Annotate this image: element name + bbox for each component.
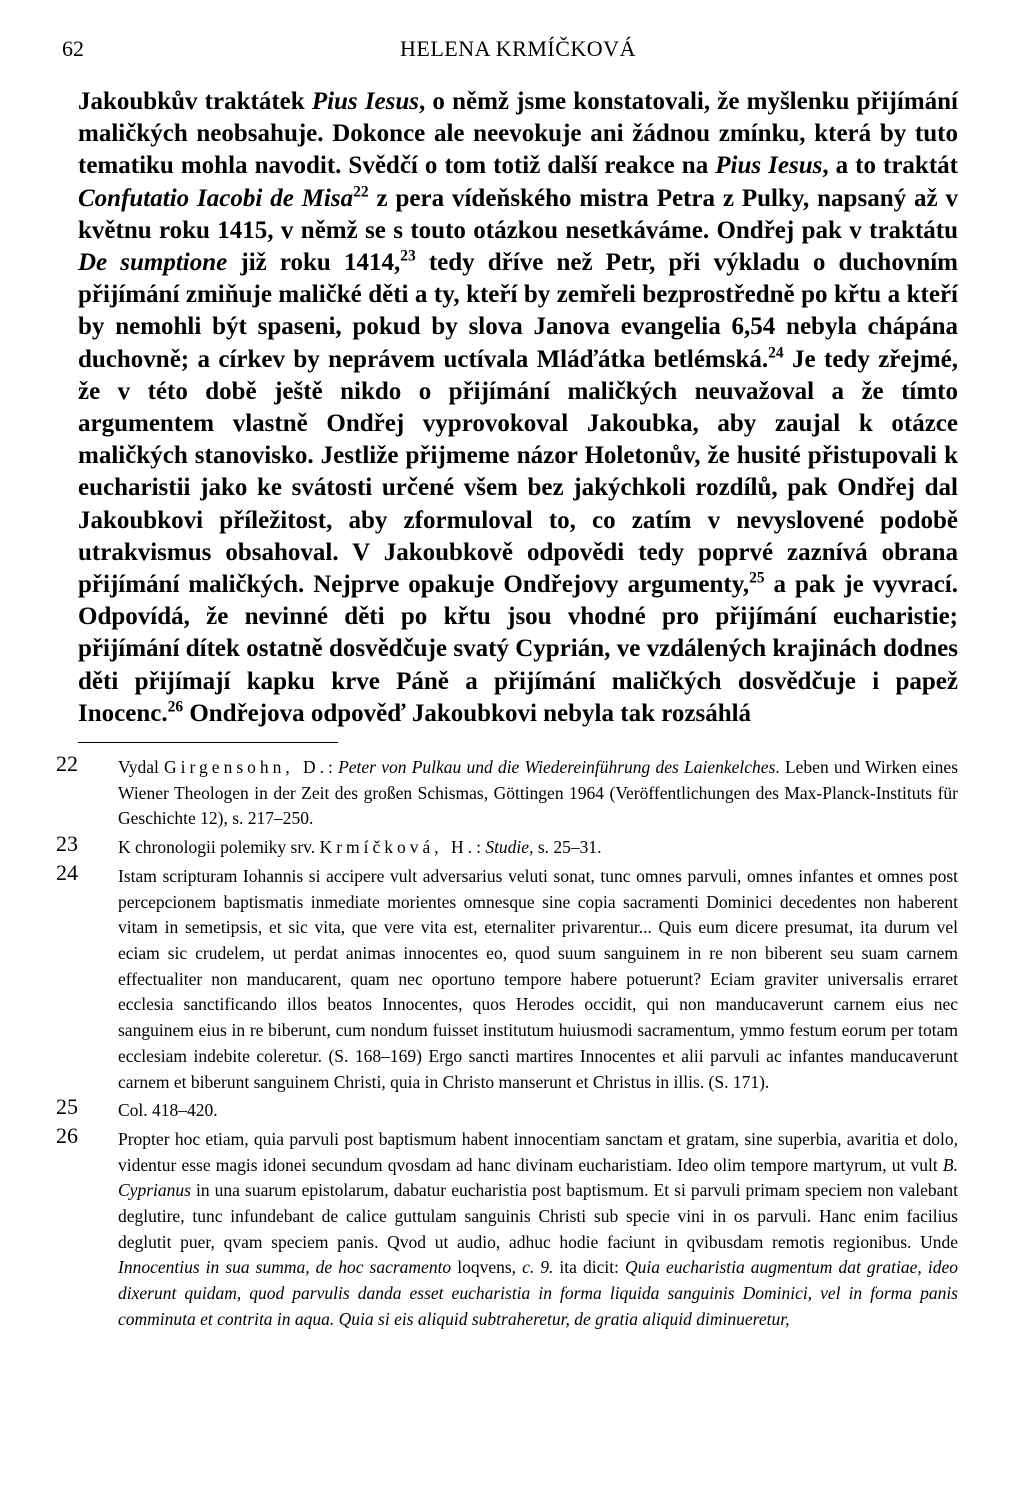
quotation: Quia eucharistia augmentum dat gratiae, ideo dixerunt quidam, quod parvulis danda esset eucharistia in forma liquida sanguinis Dominici, vel in forma panis comminuta et contrita in aqua. Quia si eis aliquid subtraheretur, de gratia aliquid diminueretur, — [118, 1257, 958, 1329]
work-title: Innocentius in sua summa, de hoc sacramento — [118, 1257, 452, 1278]
text-run: , s. 25–31. — [529, 837, 602, 858]
text-run: Ondřejova odpověď Jakoubkovi nebyla tak rozsáhlá — [183, 699, 752, 727]
page-number: 62 — [62, 36, 84, 61]
chapter-ref: c. 9. — [522, 1257, 554, 1278]
text-run: a pak je vyvrací. Odpovídá, že nevinné děti po křtu jsou vhodné pro přijímání eucharistie; přijímání dítek ostatně dosvědčuje svatý Cyprián, ve vzdálených krajinách dodnes děti přijímají kapku krve Páně a přijímání maličkých dosvědčuje i papež Inocenc. — [78, 571, 958, 727]
work-title: Peter von Pulkau und die Wiedereinführung des Laienkelches — [338, 757, 776, 778]
body-text — [78, 86, 958, 730]
footnote-ref-23[interactable]: 23 — [400, 247, 416, 265]
author-name: Krmíčková, H. — [319, 837, 477, 858]
text-run: Jakoubkův traktátek — [78, 88, 312, 115]
footnote-number: 25 — [56, 1094, 78, 1120]
text-run: loqvens, — [451, 1257, 523, 1278]
text-run: Vydal — [118, 757, 165, 778]
footnote-ref-25[interactable]: 25 — [749, 569, 765, 587]
work-title: Pius Iesus — [715, 152, 823, 180]
footnotes — [56, 751, 959, 1332]
body-paragraph — [78, 86, 958, 730]
footnote-text: Istam scripturam Iohannis si accipere vult adversarius veluti sonat, tunc omnes parvuli, omnes infantes et omnes post percepcionem baptismatis inmediate morientes omnesque sine copia sacramenti Dominici decedentes non haberent vitam in semetipsis, et sic vita, que vere vita est, eternaliter privarentur... Quis eum dicere presumat, ita durum vel eciam sic crudelem, ut perdat animas innocentes eo, quod suum sanguinem in re non biberent seu suam carnem effectualiter non manducarent, quam nec oportuno tempore habere potuerunt? Eciam graviter universalis erraret ecclesia sanctificando illos beatos Innocentes, quos Herodes occidit, qui non manducaverunt carnem eius nec sanguinem eius in re biberunt, cum nondum fuisset institutum huiusmodi sacramentum, ymmo festum eorum per totam ecclesiam indebite coleretur. (S. 168–169) Ergo sancti martires Innocentes et alii parvuli ac infantes manducaverunt carnem et biberunt sanguinem Christi, quia in Christo manserunt et Christus in illis. (S. 171). — [118, 865, 958, 1092]
footnote-ref-24[interactable]: 24 — [768, 344, 784, 362]
text-run: : — [328, 757, 339, 778]
text-run: in una suarum epistolarum, dabatur eucharistia post baptismum. Et si parvuli primam speciem non valebant deglutire, tunc infundebant de calice guttulam sanguinis Christi sub specie vini in os parvuli. Hanc enim facilius deglutit puer, qvam speciem panis. Qvod ut audio, adhuc hodie faciunt in qvibusdam remotis regionibus. Unde — [118, 1180, 958, 1252]
work-title: De sumptione — [78, 249, 228, 277]
text-run: . Leben und Wirken eines Wiener Theologen in der Zeit des großen Schismas, Göttingen 1964 (Veröffentlichungen des Max-Planck-Instituts für Geschichte 12), s. 217–250. — [118, 757, 959, 829]
work-title: Pius Iesus — [311, 88, 420, 115]
text-run: ita dicit: — [553, 1257, 625, 1278]
footnote-rule — [78, 742, 338, 743]
text-run: , o němž jsme konstatovali, že myšlenku přijímání maličkých neobsahuje. Dokonce ale neevokuje ani žádnou zmínku, která by tuto tematiku mohla navodit. Svědčí o tom totiž další reakce na — [78, 88, 958, 180]
text-run: Propter hoc etiam, quia parvuli post baptismum habent innocentiam sanctam et gratam, sine superbia, avaritia et dolo, videntur esse magis idonei secundum qvosdam ad hanc divinam eucharistiam. Ideo olim tempore martyrum, ut vult — [118, 1128, 958, 1175]
text-run: z pera vídeňského mistra Petra z Pulky, napsaný až v květnu roku 1415, v němž se s touto otázkou nesetkáváme. Ondřej pak v traktátu — [78, 184, 958, 244]
text-run: tedy dříve než Petr, při výkladu o duchovním přijímání zmiňuje maličké děti a ty, kteří by zemřeli bezprostředně po křtu a kteří by nemohli být spaseni, pokud by slova Janova evangelia 6,54 nebyla chápána duchovně; a církev by neprávem uctívala Mláďátka betlémská. — [78, 249, 958, 373]
author-name: B. Cyprianus — [118, 1154, 958, 1201]
footnote-ref-22[interactable]: 22 — [353, 183, 369, 201]
footnote-number: 22 — [56, 751, 78, 777]
page — [56, 36, 959, 1336]
footnote-number: 24 — [56, 859, 78, 885]
author-name: Girgensohn, D. — [164, 757, 328, 778]
footnote-number: 23 — [56, 831, 78, 857]
text-run: K chronologii polemiky srv. — [118, 837, 320, 858]
footnote-22 — [56, 751, 959, 832]
work-title: Confutatio Iacobi de Misa — [78, 184, 354, 212]
text-run: , a to traktát — [822, 152, 958, 180]
footnote-24 — [56, 859, 958, 1095]
work-title: Studie — [485, 837, 530, 858]
footnote-26 — [56, 1122, 958, 1333]
page-header — [62, 36, 958, 66]
text-run: již roku 1414, — [227, 249, 401, 277]
footnote-23 — [56, 831, 958, 861]
footnote-ref-26[interactable]: 26 — [167, 698, 184, 716]
footnote-number: 26 — [56, 1122, 78, 1148]
text-run: Je tedy zřejmé, že v této době ještě nikdo o přijímání maličkých neuvažoval a že tímto argumentem vlastně Ondřej vyprovokoval Jakoubka, aby zaujal k otázce maličkých stanovisko. Jestliže přijmeme názor Holetonův, že husité přistupovali k eucharistii jako ke svátosti určené všem bez jakýchkoli rozdílů, pak Ondřej dal Jakoubkovi příležitost, aby zformuloval to, co zatím v nevyslovené podobě utrakvismus obsahoval. V Jakoubkově odpovědi tedy poprvé zaznívá obrana přijímání maličkých. Nejprve opakuje Ondřejovy argumenty, — [78, 345, 958, 599]
footnote-text: Col. 418–420. — [118, 1100, 218, 1121]
text-run: : — [476, 837, 486, 858]
footnote-25 — [56, 1094, 958, 1124]
running-head: HELENA KRMÍČKOVÁ — [400, 36, 636, 61]
